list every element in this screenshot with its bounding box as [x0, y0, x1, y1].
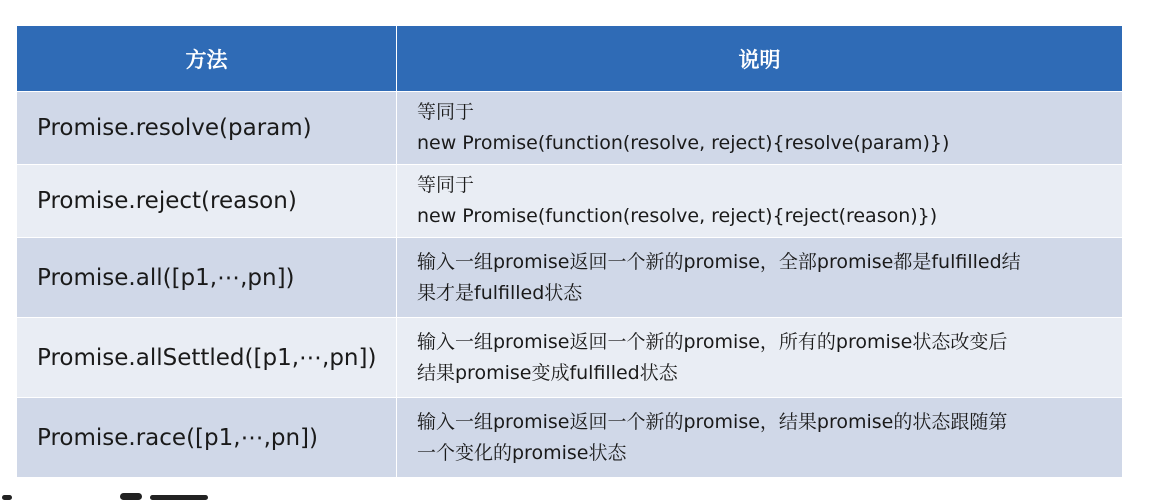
method-description [397, 92, 1123, 165]
description-line: new Promise(function(resolve, reject){resolve(param)}) [417, 132, 950, 154]
table-row [17, 238, 1123, 318]
method-name: Promise.race([p1,⋯,pn]) [17, 398, 397, 478]
description-line: 等同于 [417, 174, 475, 196]
description-line: 输入一组promise返回一个新的promise，所有的promise状态改变后 [417, 330, 1008, 353]
description-line: 输入一组promise返回一个新的promise，结果promise的状态跟随第 [417, 410, 1008, 433]
method-description [397, 398, 1123, 478]
table-header-row [17, 26, 1123, 92]
description-line: 结果promise变成fulfilled状态 [417, 361, 678, 384]
method-description [397, 165, 1123, 238]
cropped-footer-artifact [0, 486, 230, 500]
method-name: Promise.resolve(param) [17, 92, 397, 165]
method-name: Promise.allSettled([p1,⋯,pn]) [17, 318, 397, 398]
table-row [17, 92, 1123, 165]
table-row [17, 165, 1123, 238]
promise-methods-table [16, 25, 1123, 478]
description-line: new Promise(function(resolve, reject){reject(reason)}) [417, 205, 938, 227]
description-line: 果才是fulfilled状态 [417, 281, 583, 304]
method-description [397, 318, 1123, 398]
method-name: Promise.all([p1,⋯,pn]) [17, 238, 397, 318]
method-description [397, 238, 1123, 318]
header-method: 方法 [17, 26, 397, 92]
header-description: 说明 [397, 26, 1123, 92]
description-line: 一个变化的promise状态 [417, 441, 627, 464]
table-row [17, 318, 1123, 398]
description-line: 输入一组promise返回一个新的promise，全部promise都是fulfilled结 [417, 250, 1021, 273]
table-row [17, 398, 1123, 478]
method-name: Promise.reject(reason) [17, 165, 397, 238]
description-line: 等同于 [417, 101, 475, 123]
